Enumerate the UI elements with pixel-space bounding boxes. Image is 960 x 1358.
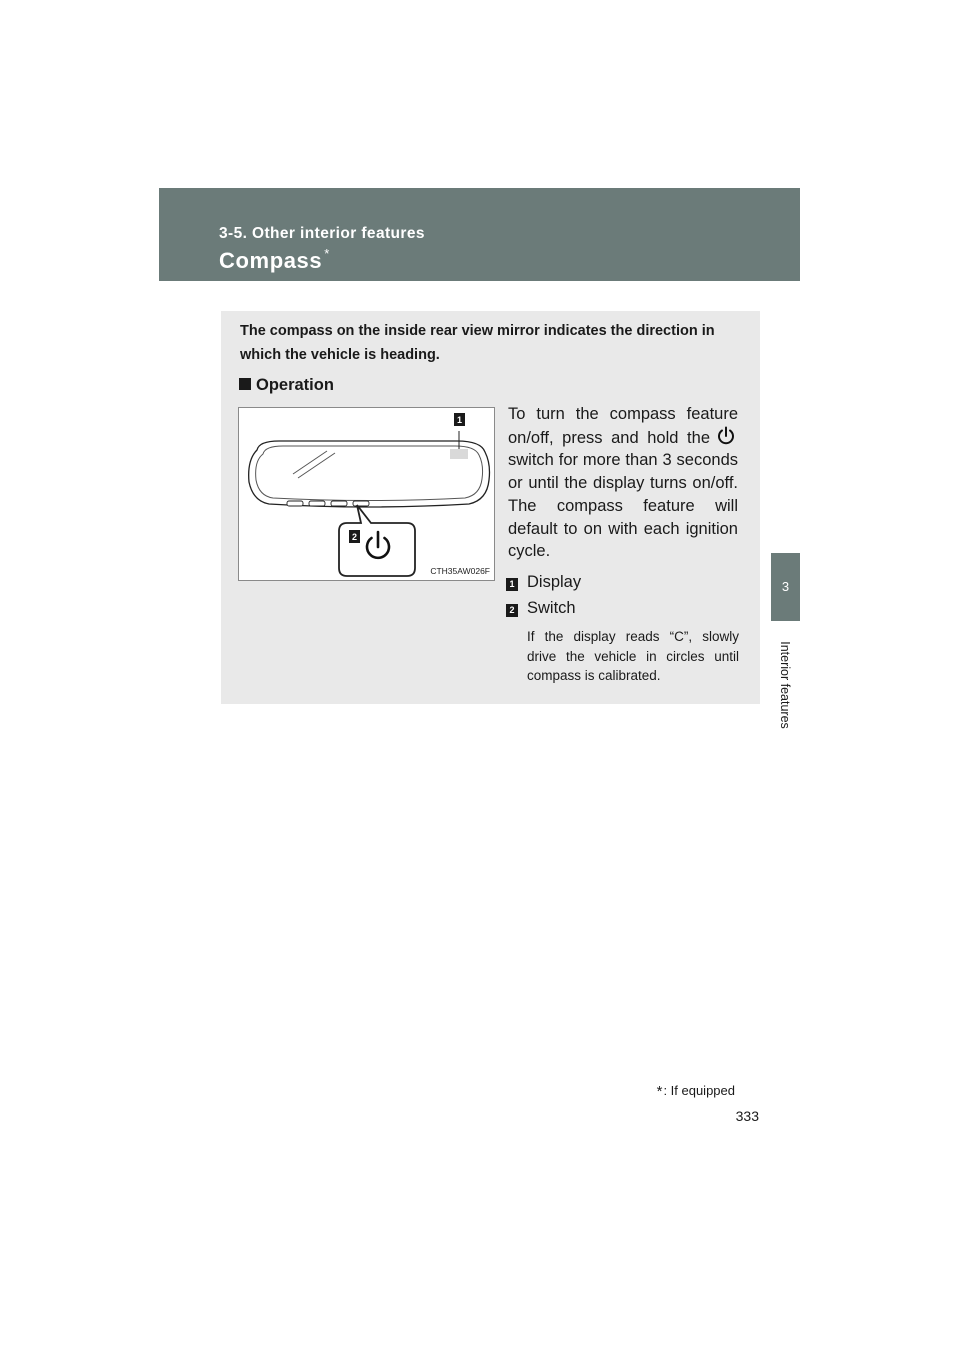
- instruction-text: To turn the compass feature on/off, press and hold the switch for more than 3 seconds or until the display turns on/off. The compass feature will default to on with each ignition cycle.: [508, 405, 738, 561]
- section-label: 3-5. Other interior features: [219, 225, 425, 242]
- mirror-figure: [238, 407, 495, 581]
- mirror-button: [331, 501, 347, 506]
- mirror-button: [309, 501, 325, 506]
- legend-number-box: 1: [506, 578, 518, 591]
- operation-heading: Operation: [239, 375, 334, 395]
- mirror-button: [353, 501, 369, 506]
- mirror-button: [287, 501, 303, 506]
- heading-square-icon: [239, 378, 251, 390]
- callout-1-number: 1: [456, 415, 463, 425]
- footnote-mark: *: [656, 1083, 663, 1100]
- equipped-mark: *: [324, 246, 330, 261]
- calibration-note: If the display reads “C”, slowly drive the vehicle in circles until compass is calibrated.: [527, 629, 739, 683]
- page-title: [219, 248, 330, 274]
- display-area: [450, 449, 468, 459]
- callout-2-number: 2: [351, 532, 358, 542]
- figure-code: CTH35AW026F: [430, 566, 490, 576]
- page-header: [159, 188, 800, 281]
- intro-text: The compass on the inside rear view mirror indicates the direction in which the vehicle is heading.: [240, 323, 715, 363]
- legend-number-box: 2: [506, 604, 518, 617]
- content-panel: [221, 311, 760, 704]
- legend-item-display: 1 Display: [506, 572, 581, 592]
- page-number: 333: [735, 1108, 759, 1124]
- chapter-label: Interior features: [778, 640, 792, 729]
- rear-view-mirror-illustration: [239, 408, 494, 580]
- power-switch-icon: [714, 426, 738, 446]
- chapter-tab[interactable]: 3: [771, 553, 800, 621]
- page-title-text: Compass: [219, 248, 323, 273]
- legend-item-switch: 2 Switch: [506, 598, 576, 618]
- footnote: *: If equipped: [656, 1083, 735, 1100]
